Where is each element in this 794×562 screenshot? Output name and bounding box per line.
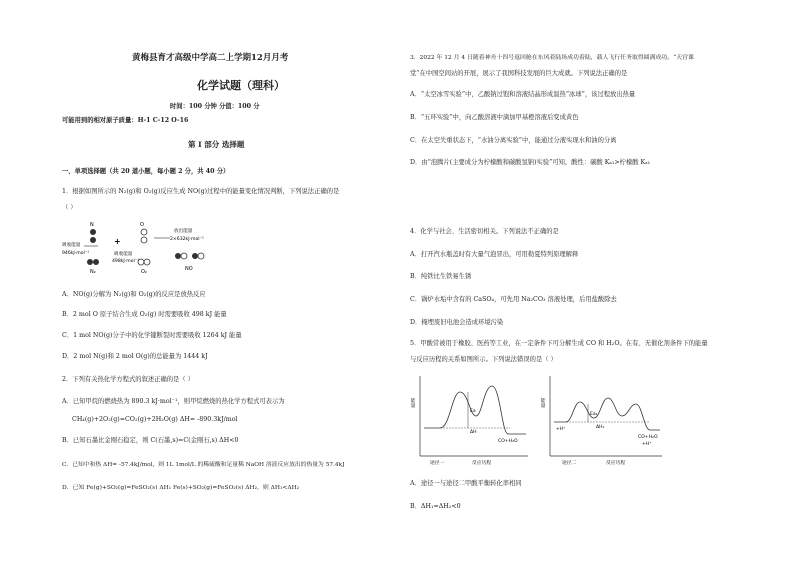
panel1-xlabel: 反应历程 xyxy=(472,461,492,466)
q2-stem: 2．下列有关热化学方程式的叙述正确的是（ ） xyxy=(62,376,194,383)
panel1-dh: ΔH xyxy=(470,430,477,435)
fig-release-val: 2×632kJ·mol⁻¹ xyxy=(170,237,204,242)
exam-meta: 时间：100 分钟 分值：100 分 xyxy=(170,103,260,110)
fig-absorb2-val: 498kJ·mol⁻¹ xyxy=(112,259,140,264)
q1-option-d: D．2 mol N(g)和 2 mol O(g)的总能量为 1444 kJ xyxy=(62,353,208,360)
q3-option-b: B．“五环实验”中，向乙酸溶液中滴加甲基橙溶液后变成黄色 xyxy=(410,114,579,121)
q2-option-c: C．已知中和热 ΔH= -57.4kJ/mol，则 1L 1mol/L 的稀硫酸和足量稀 NaOH 溶液反应放出的热量为 57.4kJ xyxy=(62,462,345,468)
panel1-product: CO+H₂O xyxy=(498,439,518,444)
q5-energy-figure xyxy=(410,372,670,468)
panel2-curve xyxy=(554,398,660,430)
panel2-ea: Ea₁ xyxy=(590,412,598,417)
o2-atom-b xyxy=(144,259,150,265)
q3-stem-line2: 堂”在中国空间站的开展，展示了我国科技发展的巨大成就。下列说法正确的是 xyxy=(410,70,628,77)
q5-option-a: A．途径一与途径二甲酸平衡转化率相同 xyxy=(410,480,522,487)
q1-option-a: A．NO(g)分解为 N₂(g)和 O₂(g)的反应是放热反应 xyxy=(62,291,206,298)
panel2-xlabel: 反应历程 xyxy=(606,461,626,466)
q2-option-b: B．已知石墨比金刚石稳定，则 C(石墨,s)=C(金刚石,s) ΔH<0 xyxy=(62,437,239,444)
no-n-atom-1 xyxy=(175,253,181,259)
panel1-path-label: 途径一 xyxy=(430,461,445,466)
fig-o2-label: O₂ xyxy=(141,269,147,275)
q3-option-a: A．“太空冰雪实验”中，乙酸钠过饱和溶液结晶形成温热“冰球”，该过程放出热量 xyxy=(410,91,636,98)
n-atom-mid xyxy=(90,237,96,243)
fig-o-label: O xyxy=(140,222,144,228)
panel1-ylabel: 能量 xyxy=(410,398,415,408)
atomic-mass-line: 可能用到的相对原子质量：H-1 C-12 O-16 xyxy=(62,117,189,124)
panel1-ea: Ea xyxy=(470,409,476,414)
fig-absorb2: 吸收能量 xyxy=(114,252,133,257)
q4-stem: 4．化学与社会、生活密切相关。下列说法不正确的是 xyxy=(410,228,559,235)
n-atom-top xyxy=(90,229,96,235)
panel2-dh: ΔH₁ xyxy=(596,425,605,430)
q1-option-c: C．1 mol NO(g)分子中的化学键断裂时需要吸收 1264 kJ 能量 xyxy=(62,332,242,339)
fig-plus: + xyxy=(114,237,121,246)
panel2-path-label: 途径二 xyxy=(562,461,577,466)
q5-option-b: B．ΔH₁=ΔH₂<0 xyxy=(410,503,461,510)
no-o-atom-1 xyxy=(181,253,187,259)
q3-option-d: D．由“泡腾片(主要成分为柠檬酸和碳酸氢钠)实验”可知，酸性：碳酸 Kₐ₁>柠檬酸 Kₐ₁ xyxy=(410,159,651,166)
q4-option-d: D．掩埋废旧电池会造成环境污染 xyxy=(410,319,504,326)
q3-stem-line1: 3．2022 年 12 月 4 日随着神舟十四号返回舱在东风着陆场成功着陆，载人飞行任务取得圆满成功。“天宫课 xyxy=(410,55,694,61)
q2-option-d: D．已知 Fe(g)+SO₂(g)=FeSO₂(s) ΔH₁ Fe(s)+SO₂(g)=FeSO₂(s) ΔH₂，则 ΔH₁<ΔH₂ xyxy=(62,485,300,491)
section-title: 一、单项选择题（共 20 道小题，每小题 2 分，共 40 分） xyxy=(62,168,230,175)
school-title: 黄梅县育才高级中学高二上学期12月月考 xyxy=(132,53,289,63)
right-column xyxy=(410,0,740,562)
panel2-ylabel: 能量 xyxy=(539,398,545,408)
fig-absorb1-val: 946kJ·mol⁻¹ xyxy=(62,251,90,256)
q1-stem-line1: 1．根据如图所示的 N₂(g)和 O₂(g)反应生成 NO(g)过程中的能量变化情况判断，下列说法正确的是 xyxy=(62,188,340,195)
no-o-atom-2 xyxy=(198,253,204,259)
q3-option-c: C．在太空失重状态下，“水油分离实验”中，能通过分液实现水和油的分离 xyxy=(410,137,617,144)
q1-energy-figure xyxy=(62,218,262,278)
q4-option-b: B．纯铁比生铁易生锈 xyxy=(410,273,472,280)
fig-no-label: NO xyxy=(185,266,193,272)
o-atom-mid xyxy=(141,237,147,243)
panel2-product: CO+H₂O xyxy=(638,435,658,440)
o-atom-top xyxy=(141,229,147,235)
q5-stem-line2: 与反应历程的关系如图所示。下列说法错误的是（ ） xyxy=(410,356,557,363)
part-title: 第 I 部分 选择题 xyxy=(188,140,245,149)
panel2-hplus-left: +H⁺ xyxy=(556,427,566,432)
q5-stem-line1: 5．甲酸常被用于橡胶、医药等工业，在一定条件下可分解生成 CO 和 H₂O。在有、无催化剂条件下的能量 xyxy=(410,340,708,347)
q4-option-c: C．锅炉水垢中含有的 CaSO₄，可先用 Na₂CO₃ 溶液处理，后用盐酸除去 xyxy=(410,296,617,303)
fig-n2-label: N₂ xyxy=(90,269,96,275)
q1-stem-line2: （ ） xyxy=(62,204,77,211)
fig-n-label: N xyxy=(90,222,94,228)
subject-title: 化学试题（理科） xyxy=(197,79,285,92)
fig-release: 放出能量 xyxy=(174,229,193,234)
q1-option-b: B．2 mol O 原子结合生成 O₂(g) 时需要吸收 498 kJ 能量 xyxy=(62,311,227,318)
no-n-atom-2 xyxy=(192,253,198,259)
n2-atom-b xyxy=(93,259,99,265)
panel2-hplus-right: +H⁺ xyxy=(642,442,652,447)
n2-atom-a xyxy=(87,259,93,265)
left-column xyxy=(62,0,392,562)
q4-option-a: A．打开汽水瓶盖时有大量气泡冒出，可用勒夏特列原理解释 xyxy=(410,251,579,258)
q2-option-a: A．已知甲烷的燃烧热为 890.3 kJ·mol⁻¹，则甲烷燃烧的热化学方程式可表示为 xyxy=(62,398,285,405)
fig-absorb1: 吸收能量 xyxy=(62,243,81,248)
q2-option-a-eq: CH₄(g)+2O₂(g)=CO₂(g)+2H₂O(g) ΔH= -890.3kJ/mol xyxy=(72,416,238,423)
